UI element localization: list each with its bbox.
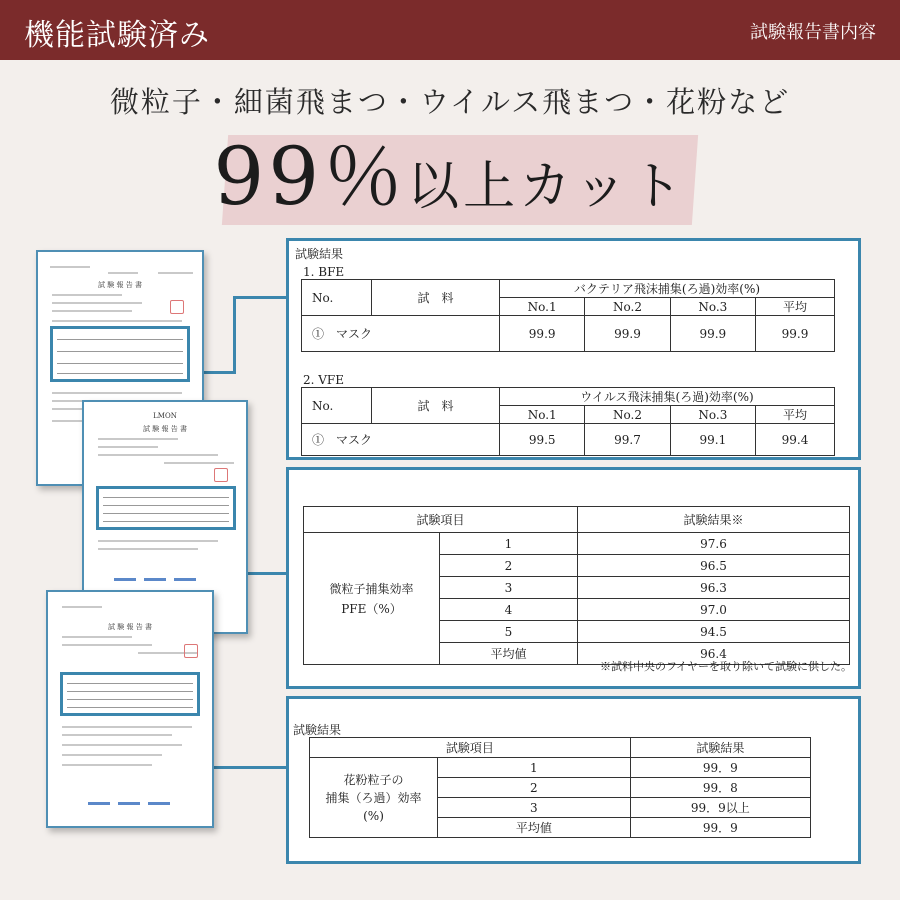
highlight-box: [60, 672, 200, 716]
bfe-vfe-panel: [286, 238, 861, 460]
col-result: 試験結果: [630, 738, 810, 758]
table-cell: 3: [438, 798, 631, 818]
vfe-label: 2. VFE: [303, 373, 345, 387]
table-cell: 99．9以上: [630, 798, 810, 818]
col-header: No.2: [585, 406, 670, 424]
table-cell: 99.1: [670, 424, 755, 456]
table-cell: 99.4: [756, 424, 835, 456]
report-document-3: [46, 590, 214, 828]
item-label: [304, 533, 440, 665]
report-document-2: LMON 試 験 報 告 書: [82, 400, 248, 634]
report-title: 試 験 報 告 書: [108, 623, 152, 631]
highlight-box: [96, 486, 236, 530]
table-cell: 平均値: [440, 643, 578, 665]
stamp: [170, 300, 184, 314]
col-sample: 試 料: [372, 388, 500, 424]
big-claim: [0, 112, 900, 227]
item-label-line-1: 微粒子捕集効率: [329, 581, 414, 596]
stamp: [184, 644, 198, 658]
col-header: No.3: [670, 298, 755, 316]
table-cell: 99．9: [630, 818, 810, 838]
table-cell: 96.3: [578, 577, 850, 599]
panel-heading: 試験結果: [293, 723, 342, 737]
item-label-line-2: PFE（%）: [341, 601, 402, 616]
footnote: ※試料中央のフイヤーを取り除いて試験に供した。: [599, 660, 852, 673]
table-cell: 96.5: [578, 555, 850, 577]
col-sample: 試 料: [372, 280, 500, 316]
table-cell: 99.7: [585, 424, 670, 456]
table-cell: 99.9: [585, 316, 670, 352]
col-item: 試験項目: [310, 738, 631, 758]
table-cell: 94.5: [578, 621, 850, 643]
table-cell: 平均値: [438, 818, 631, 838]
table-cell: 97.6: [578, 533, 850, 555]
item-label-line-3: (%): [363, 808, 384, 823]
big-rest: 以上カット: [407, 157, 687, 217]
table-cell: 2: [438, 778, 631, 798]
col-header: No.2: [585, 298, 670, 316]
col-header: No.1: [500, 298, 585, 316]
bfe-group-header: バクテリア飛沫捕集(ろ過)効率(%): [500, 280, 835, 298]
connector-1-v: [233, 296, 236, 374]
header-title: 機能試験済み: [24, 18, 210, 53]
header-bar: [0, 0, 900, 60]
table-cell: 99．9: [630, 758, 810, 778]
row-label: ① マスク: [302, 424, 500, 456]
pollen-table: [309, 737, 811, 838]
table-cell: 99.9: [500, 316, 585, 352]
pollen-panel: [286, 696, 861, 864]
vfe-table: [301, 387, 835, 456]
table-cell: 1: [440, 533, 578, 555]
bfe-table: [301, 279, 835, 352]
table-cell: 99.9: [670, 316, 755, 352]
table-cell: 99.9: [755, 316, 834, 352]
col-item: 試験項目: [304, 507, 578, 533]
col-no: No.: [302, 280, 372, 316]
highlight-box: [50, 326, 190, 382]
table-cell: 99．8: [630, 778, 810, 798]
bfe-label: 1. BFE: [303, 265, 345, 279]
connector-1-h: [233, 296, 288, 299]
vfe-group-header: ウイルス飛沫捕集(ろ過)効率(%): [500, 388, 835, 406]
col-header: 平均: [755, 298, 834, 316]
table-cell: 1: [438, 758, 631, 778]
row-label: ① マスク: [302, 316, 500, 352]
item-label-line-1: 花粉粒子の: [343, 772, 404, 787]
panel-heading: 試験結果: [295, 247, 344, 261]
item-label: [310, 758, 438, 838]
table-cell: 96.4: [578, 643, 850, 665]
header-subtitle: 試験報告書内容: [750, 22, 876, 43]
col-header: No.1: [500, 406, 585, 424]
table-cell: 5: [440, 621, 578, 643]
stamp: [214, 468, 228, 482]
report-title: 試 験 報 告 書: [98, 281, 142, 289]
big-percent: 99％: [213, 130, 408, 223]
table-cell: 97.0: [578, 599, 850, 621]
col-header: 平均: [756, 406, 835, 424]
item-label-line-2: 捕集（ろ過）効率: [325, 790, 422, 805]
table-cell: 3: [440, 577, 578, 599]
col-no: No.: [302, 388, 372, 424]
col-result: 試験結果※: [578, 507, 850, 533]
headline: 微粒子・細菌飛まつ・ウイルス飛まつ・花粉など: [109, 85, 791, 119]
table-cell: 99.5: [500, 424, 585, 456]
report-title: 試 験 報 告 書: [143, 425, 187, 433]
pfe-panel: [286, 467, 861, 689]
col-header: No.3: [670, 406, 755, 424]
pfe-table: [303, 506, 850, 665]
table-cell: 2: [440, 555, 578, 577]
table-cell: 4: [440, 599, 578, 621]
